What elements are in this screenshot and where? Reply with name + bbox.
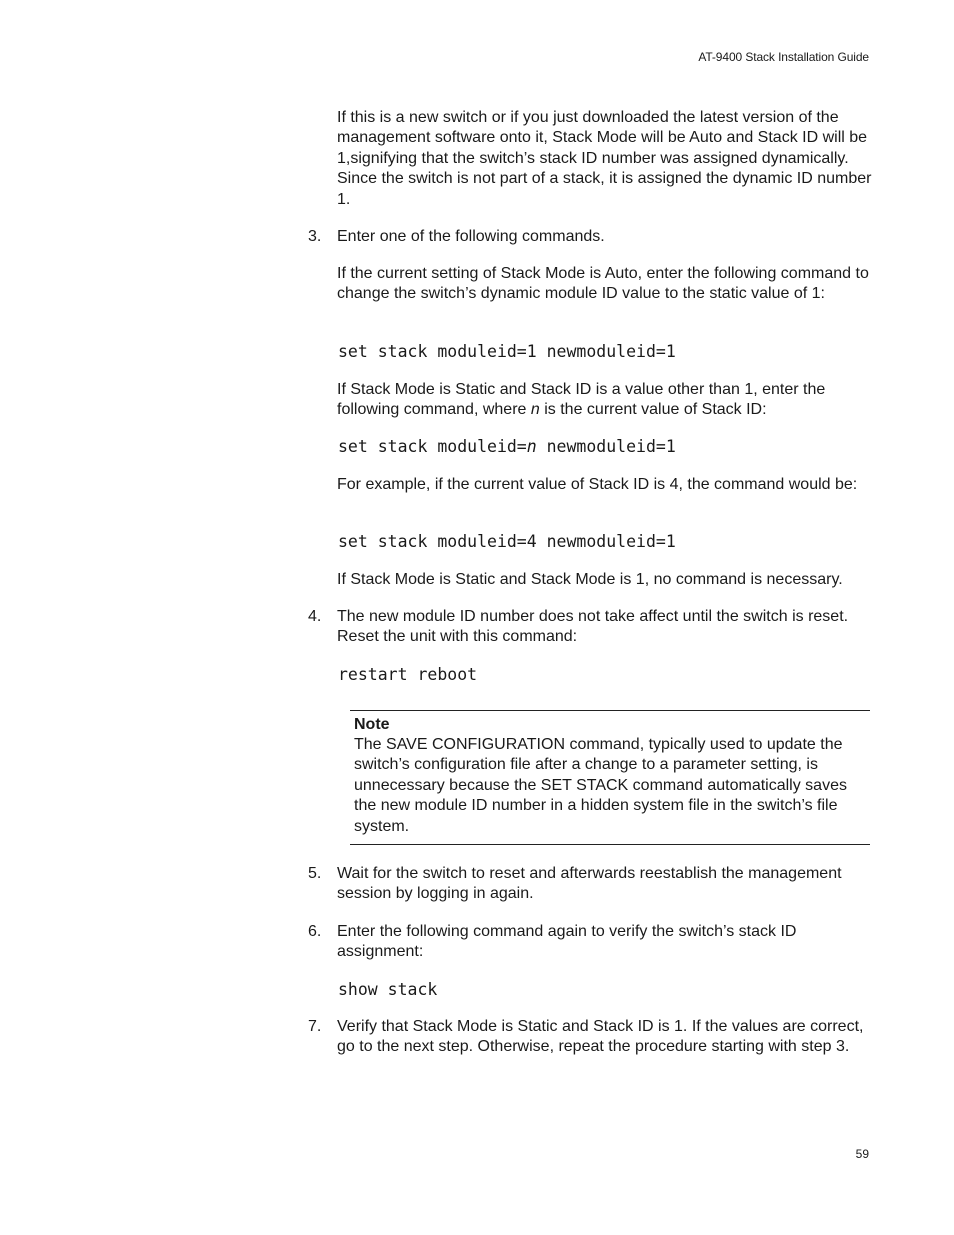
note-body: The SAVE CONFIGURATION command, typically used to update the switch’s configuration file after a change to a parameter setting, is unnecessary because the SET STACK command automatically saves the new module ID number in a hidden system file in the switch’s file system. [354, 736, 847, 835]
page-number: 59 [855, 1147, 869, 1161]
step-7-number: 7. [308, 1018, 322, 1035]
step-3-none-paragraph: If Stack Mode is Static and Stack Mode is 1, no command is necessary. [337, 571, 843, 588]
command-set-stack-static [338, 437, 676, 457]
running-header: AT-9400 Stack Installation Guide [698, 50, 869, 64]
step-7-text: Verify that Stack Mode is Static and Stack ID is 1. If the values are correct, go to the next step. Otherwise, repeat the procedure starting with step 3. [337, 1018, 864, 1056]
step-3-static-paragraph [337, 380, 877, 421]
static-command-post: newmoduleid=1 [536, 437, 676, 456]
command-show-stack: show stack [338, 980, 438, 999]
intro-paragraph: If this is a new switch or if you just downloaded the latest version of the management software onto it, Stack Mode will be Auto and Stack ID will be 1,signifying that the switch’s stack ID number was assigned dynamically. Since the switch is not part of a stack, it is assigned the dynamic ID number 1. [337, 109, 872, 208]
static-paragraph-pre: If Stack Mode is Static and Stack ID is a value other than 1, enter the following command, where [337, 381, 826, 419]
variable-n: n [530, 401, 540, 419]
step-5-text: Wait for the switch to reset and afterwards reestablish the management session by logging in again. [337, 865, 842, 903]
step-3-example-paragraph: For example, if the current value of Stack ID is 4, the command would be: [337, 476, 858, 493]
command-set-stack-example: set stack moduleid=4 newmoduleid=1 [338, 532, 676, 551]
step-4-text: The new module ID number does not take affect until the switch is reset. Reset the unit with this command: [337, 608, 849, 646]
step-6-text: Enter the following command again to verify the switch’s stack ID assignment: [337, 923, 797, 961]
note-title: Note [354, 716, 390, 733]
step-3-text: Enter one of the following commands. [337, 228, 605, 245]
static-command-pre: set stack moduleid= [338, 437, 527, 456]
step-6-number: 6. [308, 923, 322, 940]
command-restart-reboot: restart reboot [338, 665, 478, 684]
command-set-stack-auto: set stack moduleid=1 newmoduleid=1 [338, 342, 676, 361]
note-box [350, 710, 870, 845]
step-5-number: 5. [308, 865, 322, 882]
static-paragraph-post: is the current value of Stack ID: [539, 401, 767, 419]
step-4-number: 4. [308, 608, 322, 625]
static-command-variable: n [526, 437, 537, 456]
step-3-auto-paragraph: If the current setting of Stack Mode is Auto, enter the following command to change the switch’s dynamic module ID value to the static value of 1: [337, 265, 869, 303]
step-3-number: 3. [308, 228, 322, 245]
